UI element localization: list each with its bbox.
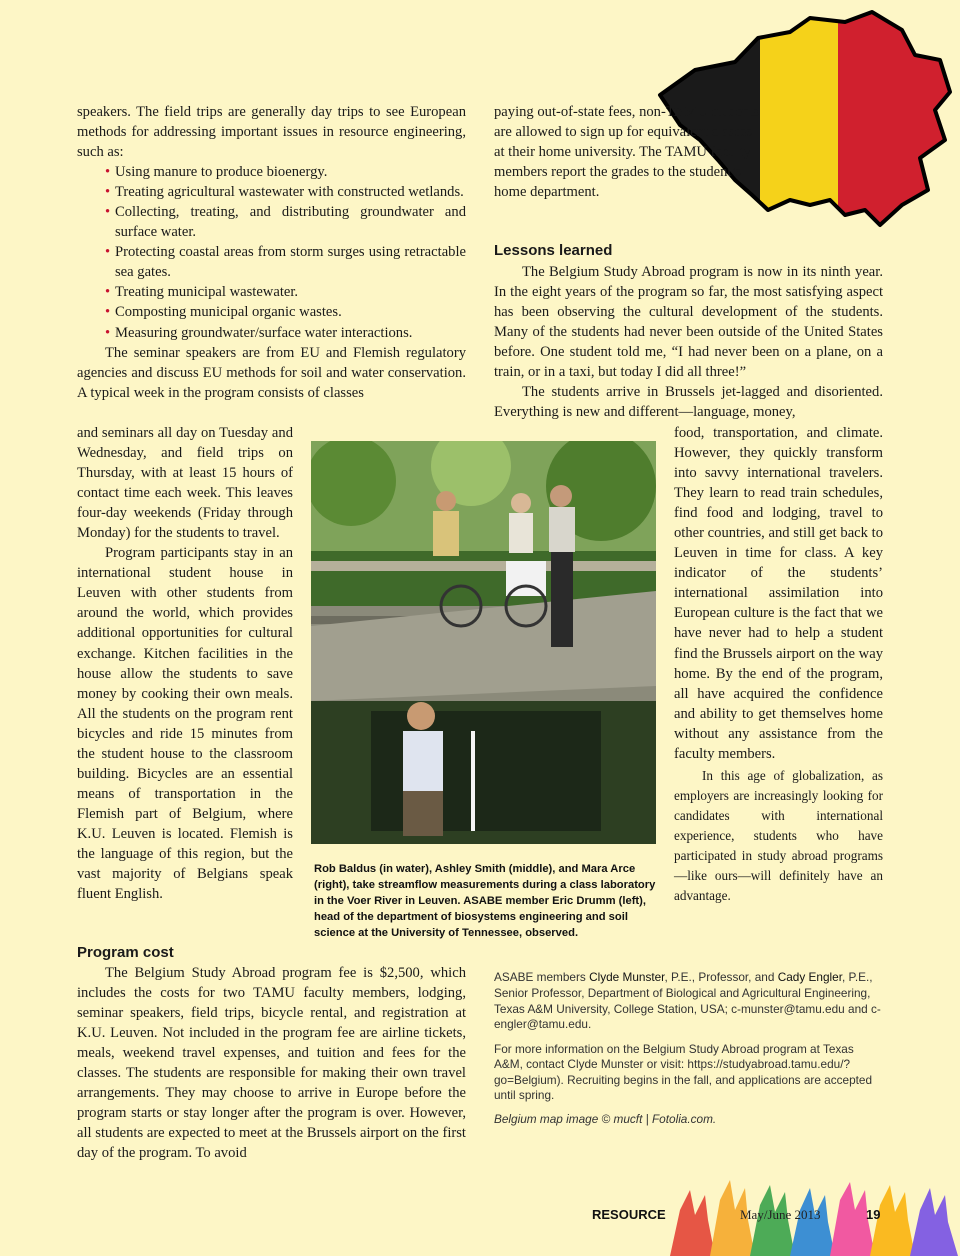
housing-paragraph: Program participants stay in an international student house in Leuven with other students from around the world, which provides additional opportunities for cultural exchange. Kitchen facilities in the house allow the students to save money by cooking their own meals. All the students on the program rent bicycles and ride 15 minutes from the student house to the classroom building. Bicycles are an essential means of transportation in the Flemish part of Belgium, where K.U. Leuven is located. Flemish is the language of this region, but the vast majority of Belgians speak fluent English.	[77, 545, 293, 903]
field-trip-list	[77, 162, 466, 342]
list-item: • Treating agricultural wastewater with constructed wetlands.	[105, 184, 464, 201]
list-item: • Composting municipal organic wastes.	[105, 304, 342, 321]
image-credit: Belgium map image © mucft | Fotolia.com.	[494, 1112, 717, 1126]
more-info-paragraph: For more information on the Belgium Study Abroad program at Texas A&M, contact Clyde Munster or visit: https://studyabroad.tamu.edu/?go=Belgium). Recruiting begins in the fall, and applications are accepted until spring.	[494, 1042, 873, 1103]
right-top-paragraph: paying out-of-state fees, non-TAMU students are allowed to sign up for equivalent classes at their home university. The TAMU faculty members report the grades to the student’s home department.	[494, 104, 760, 201]
lessons-paragraph-2: The students arrive in Brussels jet-lagged and disoriented. Everything is new and different—language, money,	[494, 384, 883, 421]
left-narrow-text	[77, 423, 293, 904]
lessons-paragraph-1: The Belgium Study Abroad program is now in its ninth year. In the eight years of the program so far, the most satisfying aspect has been observing the cultural development of the students. Many of the students had never been outside of the United States before. One student told me, “I had never been on a plane, on a train, or in a taxi, but today I did all three!”	[494, 264, 883, 381]
issue-date: May/June 2013	[740, 1207, 821, 1222]
list-item: • Treating municipal wastewater.	[105, 284, 299, 301]
seminar-paragraph: The seminar speakers are from EU and Flemish regulatory agencies and discuss EU methods for soil and water conservation. A typical week in the program consists of classes	[77, 344, 466, 401]
right-narrow-text	[674, 423, 883, 906]
lessons-paragraph-2-cont: food, transportation, and climate. However, they quickly transform into savvy international travelers. They learn to read train schedules, find food and lodging, travel to other countries, and still get back to Leuven in time for class. A key indicator of the students’ international assimilation into European culture is the fact that we have never had to help a student find the Brussels airport on the way home. By the end of the program, all have acquired the confidence and ability to get themselves home without any assistance from the faculty members.	[674, 425, 883, 762]
page-number: 19	[866, 1207, 881, 1222]
schedule-paragraph: and seminars all day on Tuesday and Wednesday, and field trips on Thursday, with at least 15 hours of contact time each week. This leaves four-day weekends (Friday through Monday) for the students to travel.	[77, 425, 293, 542]
photo-caption: Rob Baldus (in water), Ashley Smith (middle), and Mara Arce (right), take streamflow measurements during a class laboratory in the Voer River in Leuven. ASABE member Eric Drumm (left), head of the department of biosystems engineering and soil science at the University of Tennessee, observed.	[314, 863, 656, 939]
list-item: • Using manure to produce bioenergy.	[105, 164, 328, 181]
globalization-paragraph: In this age of globalization, as employers are increasingly looking for candidates with international experience, students who have participated in study abroad programs—like ours—will definitely have an advantage.	[674, 767, 883, 904]
field-lab-photo	[311, 441, 656, 844]
program-cost-heading: Program cost	[77, 944, 174, 961]
list-item: • Collecting, treating, and distributing groundwater and surface water.	[105, 204, 466, 241]
left-intro	[77, 102, 466, 403]
list-item: • Protecting coastal areas from storm surges using retractable sea gates.	[105, 244, 466, 281]
intro-paragraph: speakers. The field trips are generally day trips to see European methods for addressing important issues in resource engineering, such as:	[77, 104, 466, 161]
magazine-name: RESOURCE	[592, 1207, 666, 1222]
author-bio: ASABE members Clyde Munster, P.E., Professor, and Cady Engler, P.E., Senior Professor, Department of Biological and Agricultural Engineering, Texas A&M University, College Station, USA; c-munster@tamu.edu and c-engler@tamu.edu.	[494, 970, 881, 1032]
list-item: • Measuring groundwater/surface water interactions.	[105, 324, 413, 341]
lessons-learned-heading: Lessons learned	[494, 242, 613, 259]
program-cost-paragraph: The Belgium Study Abroad program fee is $2,500, which includes the costs for two TAMU faculty members, lodging, seminar speakers, field trips, bicycle rental, and registration at K.U. Leuven. Not included in the program fee are airline tickets, meals, weekend travel expenses, and tuition and fees for the classes. The students are responsible for making their own travel arrangements. They may choose to arrive in Europe before the program starts or stay longer after the program is over. However, all students are expected to meet at the Brussels airport on the first day of the program. To avoid	[77, 965, 466, 1162]
lessons-paragraphs	[494, 262, 883, 422]
